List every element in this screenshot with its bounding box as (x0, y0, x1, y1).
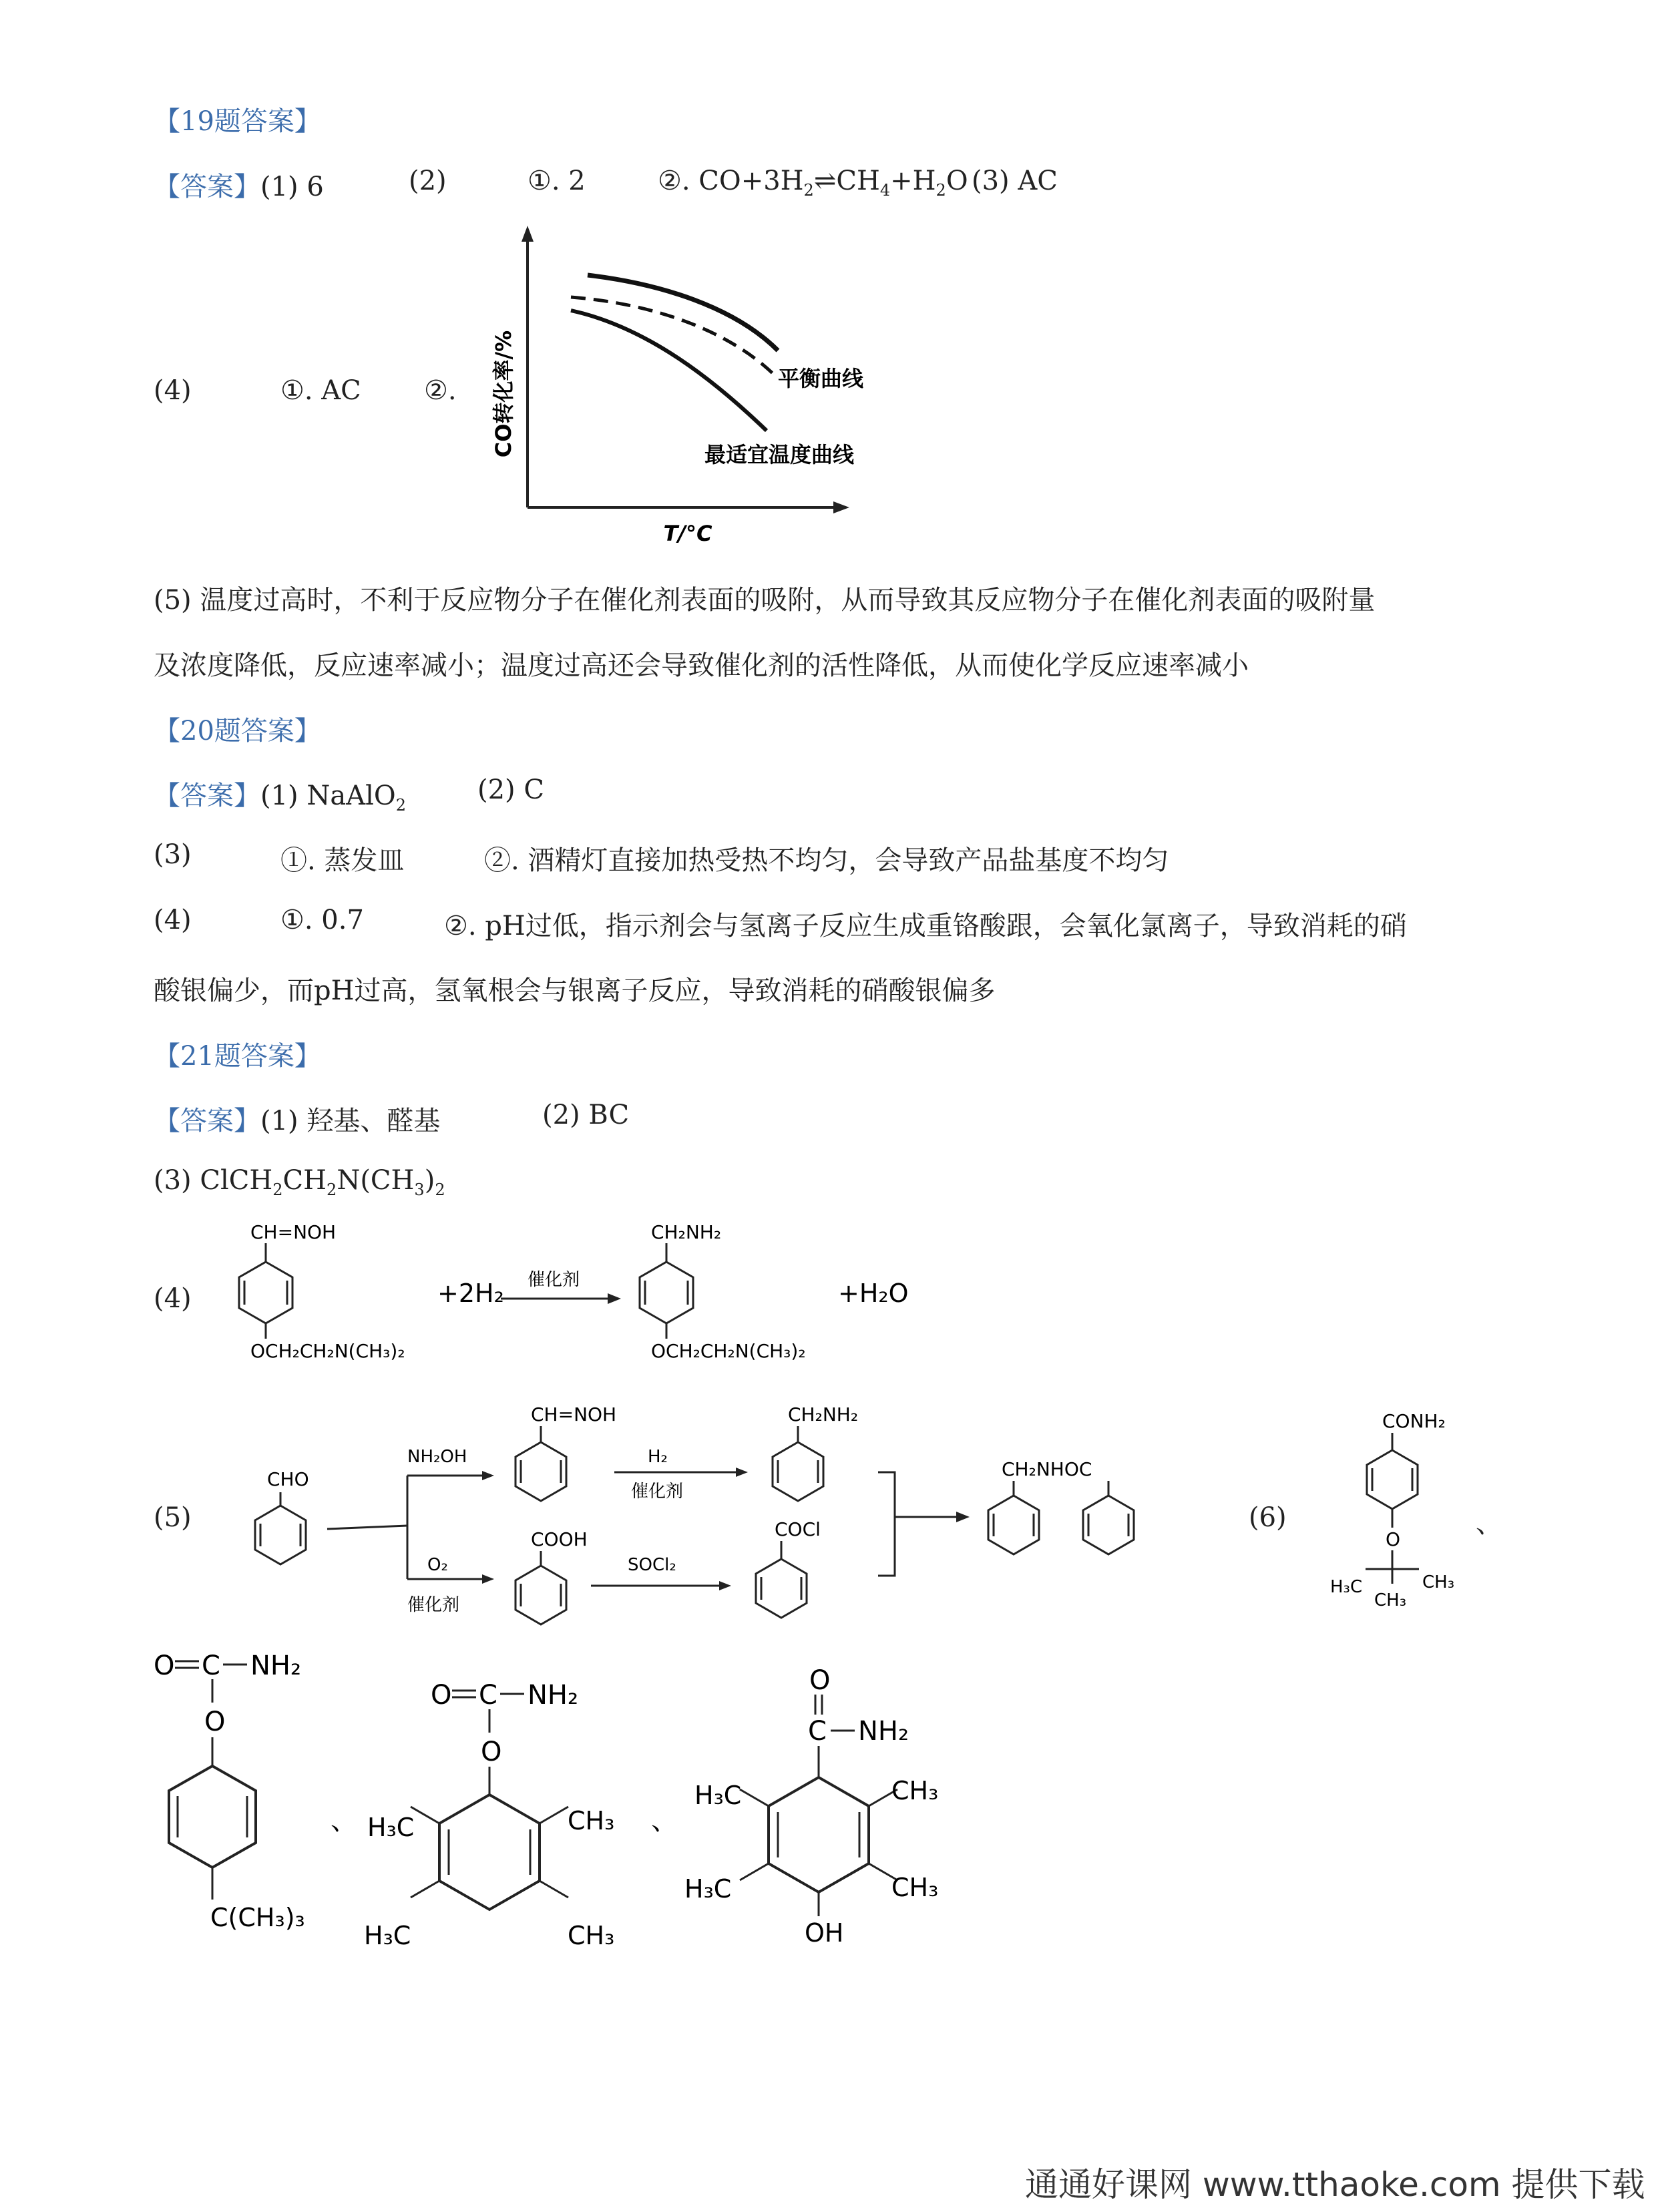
benzaldehyde (255, 1468, 309, 1564)
answer-label: 【答案】 (154, 781, 260, 811)
svg-text:O: O (431, 1680, 452, 1711)
q19-part2-1: ①. 2 (528, 166, 586, 196)
synthesis-route (227, 1395, 1162, 1642)
q20-part4-2: ②. pH过低，指示剂会与氢离子反应生成重铬酸跟，会氧化氯离子，导致消耗的硝 (444, 911, 1407, 941)
product-molecule (640, 1221, 806, 1362)
q20-part3-2: ②. 酒精灯直接加热受热不均匀，会导致产品盐基度不均匀 (484, 845, 1169, 876)
svg-text:催化剂: 催化剂 (407, 1595, 460, 1615)
reaction-4 (220, 1215, 955, 1382)
svg-text:O₂: O₂ (427, 1555, 448, 1575)
q21-part3: (3) $ClCH_2CH_2N(CH_3)_2$ (154, 1165, 445, 1199)
q20-header: 【20题答案】 (154, 716, 321, 746)
q20-part4-1: ①. 0.7 (280, 905, 364, 935)
y-axis-label: CO转化率/% (491, 330, 516, 458)
svg-text:OH: OH (805, 1918, 844, 1948)
reactant-molecule (239, 1221, 405, 1362)
svg-text:NH₂: NH₂ (250, 1650, 302, 1681)
svg-text:NH₂: NH₂ (858, 1716, 909, 1747)
q19-part4-2: ②. (424, 375, 457, 406)
optimal-temperature-curve (571, 310, 767, 431)
svg-text:H₂: H₂ (648, 1447, 668, 1467)
svg-text:H₃C: H₃C (364, 1921, 411, 1950)
isomer-1 (1315, 1402, 1542, 1629)
q20-part2: (2) C (477, 775, 544, 805)
q19-part1: (1) 6 (260, 172, 324, 202)
answer-label: 【答案】 (154, 1106, 260, 1136)
conversion-temperature-graph (481, 220, 895, 554)
q21-part4-label: (4) (154, 1283, 192, 1314)
svg-text:H₃C: H₃C (684, 1874, 732, 1904)
svg-text:C(CH₃)₃: C(CH₃)₃ (210, 1903, 305, 1932)
q19-part3: (3) AC (972, 166, 1058, 196)
svg-text:CONH₂: CONH₂ (1382, 1410, 1446, 1432)
q21-part6-label: (6) (1249, 1502, 1287, 1533)
q20-answer-line1: 【答案】(1) NaAlO$_2$ (154, 781, 406, 815)
svg-text:C: C (479, 1680, 497, 1711)
q19-part4: (4) (154, 375, 192, 406)
svg-text:H₃C: H₃C (694, 1781, 742, 1810)
svg-text:H₃C: H₃C (1330, 1577, 1363, 1597)
plus-water: +H₂O (838, 1279, 909, 1308)
q19-answer-line1 (154, 166, 324, 204)
svg-text:O: O (204, 1707, 226, 1737)
isomer-structures-row (147, 1636, 1015, 2010)
q19-part4-1: ①. AC (280, 375, 361, 406)
svg-text:O: O (809, 1665, 831, 1696)
svg-text:CH₃: CH₃ (1374, 1590, 1407, 1610)
separator-comma: 、 (331, 1805, 357, 1836)
svg-text:C: C (202, 1650, 220, 1681)
svg-text:COOH: COOH (531, 1528, 588, 1550)
svg-text:OCH₂CH₂N(CH₃)₂: OCH₂CH₂N(CH₃)₂ (250, 1340, 405, 1362)
q19-part5-line2: 及浓度降低，反应速率减小；温度过高还会导致催化剂的活性降低，从而使化学反应速率减小 (154, 650, 1249, 681)
equilibrium-curve (571, 297, 773, 374)
q20-part3: (3) (154, 839, 192, 870)
svg-text:CH₃: CH₃ (891, 1776, 939, 1805)
q20-part3-1: ①. 蒸发皿 (280, 845, 405, 876)
svg-text:CH₂NH₂: CH₂NH₂ (651, 1221, 722, 1243)
q20-part4-line2: 酸银偏少，而pH过高，氢氧根会与银离子反应，导致消耗的硝酸银偏多 (154, 975, 996, 1006)
svg-text:CHO: CHO (267, 1468, 309, 1490)
svg-text:CH₂NH₂: CH₂NH₂ (788, 1403, 859, 1425)
svg-text:O: O (154, 1650, 175, 1681)
isomer-3 (364, 1680, 614, 1950)
svg-text:NH₂: NH₂ (528, 1680, 579, 1711)
q19-part5-line1: (5) 温度过高时，不利于反应物分子在催化剂表面的吸附，从而导致其反应物分子在催化剂表面的吸附量 (154, 585, 1376, 616)
svg-text:CH₃: CH₃ (1422, 1572, 1455, 1592)
q21-part5-label: (5) (154, 1502, 192, 1533)
svg-text:CH₃: CH₃ (891, 1873, 939, 1902)
benzoic-acid-molecule (515, 1528, 588, 1624)
separator-comma: 、 (651, 1805, 678, 1836)
svg-text:CH=NOH: CH=NOH (250, 1221, 337, 1243)
isomer-2 (154, 1650, 305, 1932)
benzene-ring (239, 1262, 292, 1323)
svg-text:NH₂OH: NH₂OH (407, 1447, 467, 1467)
svg-text:OCH₂CH₂N(CH₃)₂: OCH₂CH₂N(CH₃)₂ (651, 1340, 806, 1362)
y-axis-arrow (522, 226, 534, 242)
q19-part2: (2) (409, 166, 447, 196)
svg-text:CH₃: CH₃ (568, 1806, 615, 1835)
q19-equation: ②. $CO+3H_2\rightleftharpoons CH_4+H_2O$ (658, 166, 968, 200)
q21-answer-line1: 【答案】(1) 羟基、醛基 (154, 1106, 441, 1136)
x-axis-label: T/°C (663, 521, 712, 546)
bracket (878, 1472, 895, 1576)
svg-text:CH₂NHOC: CH₂NHOC (1002, 1458, 1092, 1480)
isomer-4 (684, 1665, 938, 1948)
benzene-ring (640, 1262, 693, 1323)
amide-product-molecule (988, 1458, 1134, 1554)
answer-label: 【答案】 (154, 172, 260, 202)
svg-text:催化剂: 催化剂 (631, 1482, 684, 1502)
optimal-curve-label: 最适宜温度曲线 (704, 442, 855, 467)
svg-text:CH₃: CH₃ (568, 1921, 615, 1950)
q19-header: 【19题答案】 (154, 106, 321, 137)
svg-text:CH=NOH: CH=NOH (531, 1403, 617, 1425)
svg-text:SOCl₂: SOCl₂ (628, 1555, 676, 1575)
benzylamine-molecule (773, 1403, 858, 1501)
oxime-molecule (515, 1403, 616, 1501)
upper-curve (588, 275, 778, 351)
svg-text:COCl: COCl (775, 1518, 821, 1540)
catalyst-label: 催化剂 (528, 1270, 580, 1290)
q21-header: 【21题答案】 (154, 1041, 321, 1072)
svg-text:O: O (1386, 1528, 1401, 1550)
watermark: 通通好课网 www.tthaoke.com 提供下载 (1025, 2165, 1645, 2204)
q21-part2: (2) BC (542, 1100, 630, 1130)
benzoyl-chloride-molecule (756, 1518, 821, 1618)
x-axis-arrow (833, 501, 849, 513)
svg-text:O: O (481, 1737, 502, 1767)
separator-comma: 、 (1476, 1508, 1502, 1539)
equilibrium-curve-label: 平衡曲线 (778, 366, 864, 391)
plus-hydrogen: +2H₂ (437, 1279, 504, 1308)
svg-text:C: C (808, 1716, 827, 1747)
q20-part4: (4) (154, 905, 192, 935)
svg-text:H₃C: H₃C (367, 1813, 415, 1842)
